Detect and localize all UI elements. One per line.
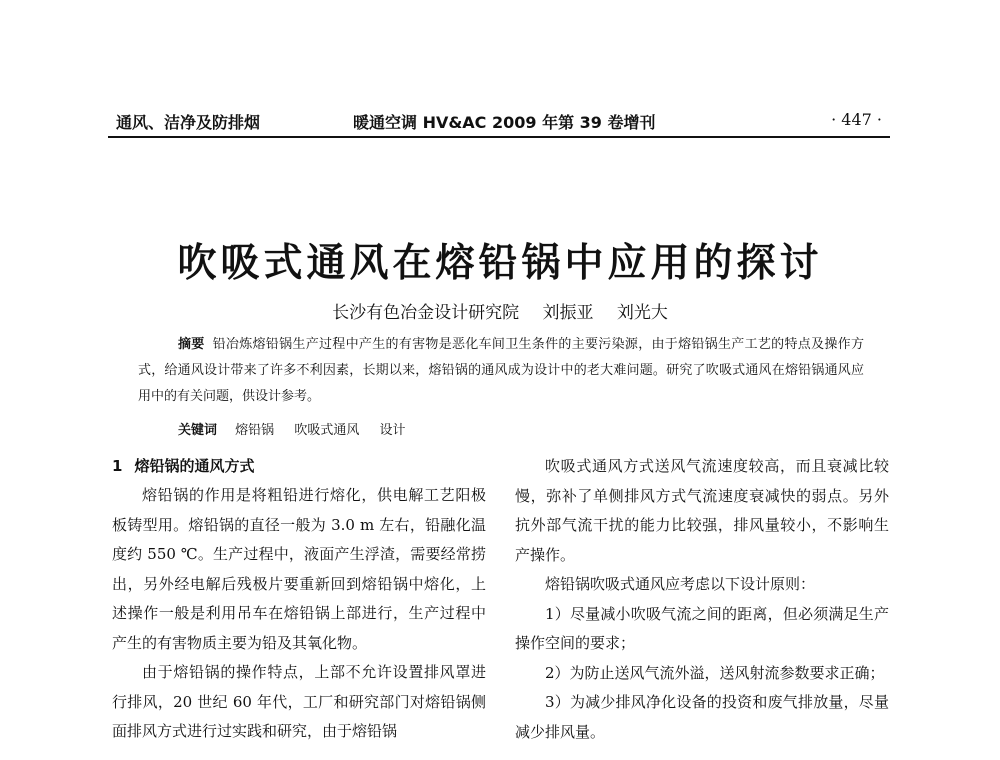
keyword: 吹吸式通风: [294, 423, 360, 438]
author-line: [0, 298, 1000, 323]
paragraph: 熔铅锅的作用是将粗铅进行熔化，供电解工艺阳极板铸型用。熔铅锅的直径一般为 3.0 m 左右，铅融化温度约 550 ℃。生产过程中，液面产生浮渣，需要经常捞出，另外经电解后残极片要重新回到熔铅锅中熔化，上述操作一般是利用吊车在熔铅锅上部进行，生产过程中产生的有害物质主要为铅及其氧化物。: [112, 486, 486, 652]
author-name: 刘光大: [616, 303, 668, 323]
section-heading: [112, 452, 486, 481]
paragraph: 由于熔铅锅的操作特点，上部不允许设置排风罩进行排风，20 世纪 60 年代，工厂和研究部门对熔铅锅侧面排风方式进行过实践和研究，由于熔铅锅: [112, 663, 486, 740]
keywords: [178, 418, 858, 444]
list-item: 1）尽量减小吹吸气流之间的距离，但必须满足生产操作空间的要求；: [515, 604, 889, 652]
right-column: [515, 452, 889, 747]
header-section-name: 通风、洁净及防排烟: [116, 113, 261, 132]
abstract-text: 铅冶炼熔铅锅生产过程中产生的有害物是恶化车间卫生条件的主要污染源，由于熔铅锅生产工艺的特点及操作方式，给通风设计带来了许多不利因素，长期以来，熔铅锅的通风成为设计中的老大难问题。研究了吹吸式通风在熔铅锅通风应用中的有关问题，供设计参考。: [138, 337, 864, 404]
keywords-label: 关键词: [178, 423, 218, 438]
keyword: 熔铅锅: [235, 423, 275, 438]
paragraph: 吹吸式通风方式送风气流速度较高，而且衰减比较慢，弥补了单侧排风方式气流速度衰减快的弱点。另外抗外部气流干扰的能力比较强，排风量较小，不影响生产操作。: [515, 457, 889, 564]
list-item: 3）为减少排风净化设备的投资和废气排放量，尽量减少排风量。: [515, 693, 889, 741]
header-journal-info: 暖通空调 HV&AC 2009 年第 39 卷增刊: [353, 113, 656, 132]
affiliation: 长沙有色冶金设计研究院: [332, 303, 520, 323]
article-title: 吹吸式通风在熔铅锅中应用的探讨: [177, 241, 823, 286]
author-name: 刘振亚: [542, 303, 594, 323]
abstract: [138, 332, 864, 410]
section-title: 熔铅锅的通风方式: [134, 457, 255, 475]
section-number: 1: [112, 457, 123, 475]
running-header: [108, 106, 890, 138]
keyword: 设计: [379, 423, 406, 438]
paragraph: 熔铅锅吹吸式通风应考虑以下设计原则：: [545, 575, 816, 593]
left-column: [112, 452, 486, 747]
header-page-number: · 447 ·: [831, 110, 882, 129]
list-item: 2）为防止送风气流外溢，送风射流参数要求正确；: [545, 663, 885, 682]
abstract-label: 摘要: [178, 337, 205, 352]
